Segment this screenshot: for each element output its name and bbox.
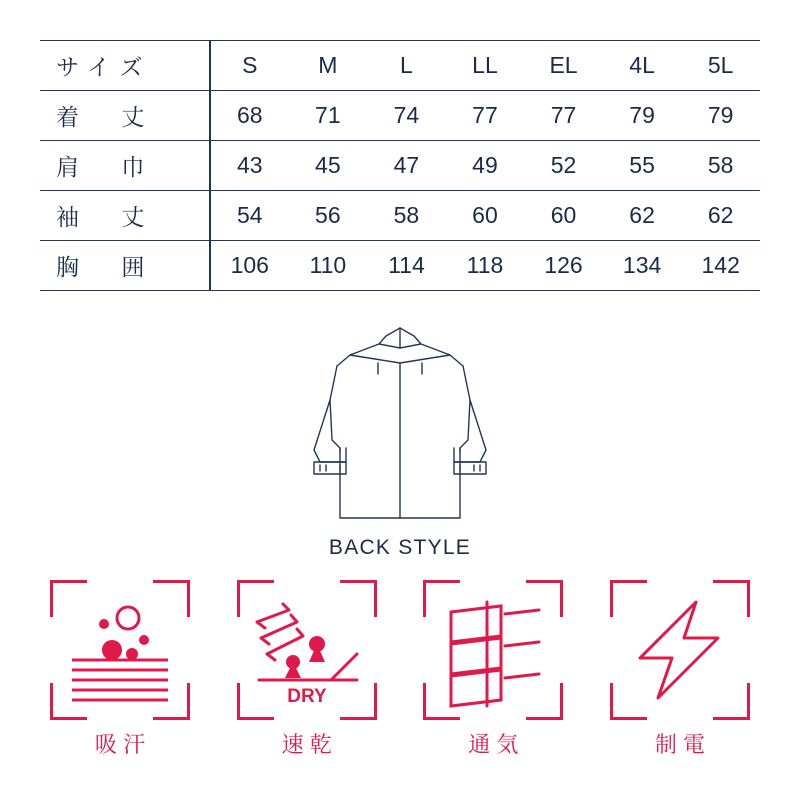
cell-shoulder-EL: 52 xyxy=(524,141,603,191)
cell-shoulder-M: 45 xyxy=(289,141,368,191)
table-header-L: L xyxy=(367,41,446,91)
cell-sleeve-L: 58 xyxy=(367,191,446,241)
cell-shoulder-5L: 58 xyxy=(681,141,760,191)
cell-sleeve-4L: 62 xyxy=(603,191,682,241)
cell-sleeve-5L: 62 xyxy=(681,191,760,241)
antistatic-icon xyxy=(618,588,742,712)
breathability-icon xyxy=(431,588,555,712)
size-table-container xyxy=(40,40,760,291)
quick-dry-icon xyxy=(245,588,369,712)
cell-shoulder-4L: 55 xyxy=(603,141,682,191)
table-header-EL: EL xyxy=(524,41,603,91)
cell-length-M: 71 xyxy=(289,91,368,141)
table-header-row xyxy=(40,41,760,91)
feature-frame xyxy=(610,580,750,720)
table-header-5L: 5L xyxy=(681,41,760,91)
feature-breathability xyxy=(413,580,573,759)
table-header-4L: 4L xyxy=(603,41,682,91)
table-header-S: S xyxy=(210,41,289,91)
table-row xyxy=(40,241,760,291)
cell-chest-S: 106 xyxy=(210,241,289,291)
table-header-M: M xyxy=(289,41,368,91)
feature-frame xyxy=(50,580,190,720)
row-label-sleeve: 袖 丈 xyxy=(40,191,210,241)
table-row xyxy=(40,141,760,191)
feature-frame xyxy=(423,580,563,720)
shirt-back-line-drawing xyxy=(290,322,510,532)
cell-chest-L: 114 xyxy=(367,241,446,291)
cell-length-LL: 77 xyxy=(446,91,525,141)
cell-sleeve-EL: 60 xyxy=(524,191,603,241)
cell-length-EL: 77 xyxy=(524,91,603,141)
cell-chest-M: 110 xyxy=(289,241,368,291)
cell-length-L: 74 xyxy=(367,91,446,141)
cell-chest-4L: 134 xyxy=(603,241,682,291)
cell-chest-LL: 118 xyxy=(446,241,525,291)
cell-shoulder-L: 47 xyxy=(367,141,446,191)
cell-sleeve-M: 56 xyxy=(289,191,368,241)
cell-length-5L: 79 xyxy=(681,91,760,141)
row-label-chest: 胸 囲 xyxy=(40,241,210,291)
feature-frame xyxy=(237,580,377,720)
cell-chest-5L: 142 xyxy=(681,241,760,291)
cell-length-S: 68 xyxy=(210,91,289,141)
cell-sleeve-S: 54 xyxy=(210,191,289,241)
cell-shoulder-LL: 49 xyxy=(446,141,525,191)
feature-antistatic xyxy=(600,580,760,759)
cell-shoulder-S: 43 xyxy=(210,141,289,191)
cell-length-4L: 79 xyxy=(603,91,682,141)
row-label-shoulder: 肩 巾 xyxy=(40,141,210,191)
table-row xyxy=(40,191,760,241)
back-style-caption: BACK STYLE xyxy=(328,536,472,559)
feature-label-sweat-absorption: 吸汗 xyxy=(94,732,152,757)
cell-sleeve-LL: 60 xyxy=(446,191,525,241)
table-row xyxy=(40,91,760,141)
table-header-size-label: サイズ xyxy=(40,41,210,91)
row-label-length: 着 丈 xyxy=(40,91,210,141)
feature-label-quick-dry: 速乾 xyxy=(281,732,338,757)
feature-label-breathability: 通気 xyxy=(468,732,525,757)
feature-quick-dry xyxy=(227,580,387,759)
feature-label-antistatic: 制電 xyxy=(654,732,712,757)
dry-badge-text: DRY xyxy=(286,686,327,707)
sweat-absorption-icon xyxy=(58,588,182,712)
feature-sweat-absorption xyxy=(40,580,200,759)
size-table xyxy=(40,40,760,291)
table-header-LL: LL xyxy=(446,41,525,91)
cell-chest-EL: 126 xyxy=(524,241,603,291)
feature-icon-row xyxy=(40,580,760,759)
